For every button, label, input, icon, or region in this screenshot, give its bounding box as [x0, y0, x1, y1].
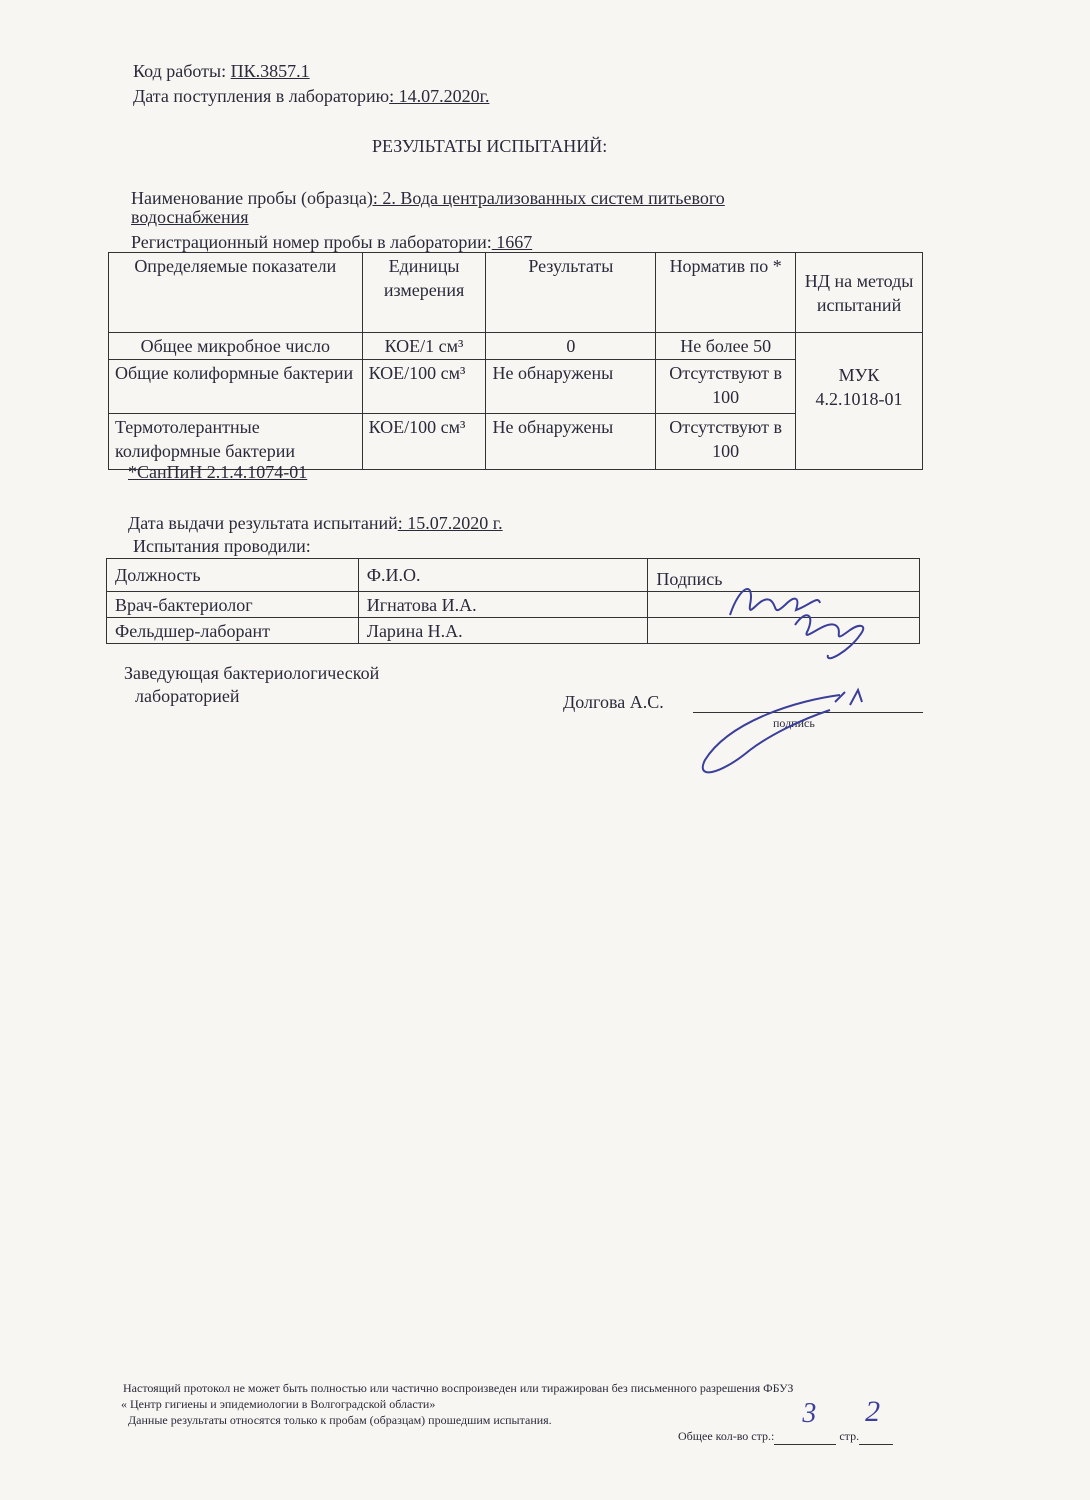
table-row: [107, 592, 920, 618]
registration-number: [131, 231, 532, 253]
page-title: РЕЗУЛЬТАТЫ ИСПЫТАНИЙ:: [372, 136, 608, 156]
sample-name-value-cont: водоснабжения: [131, 207, 249, 227]
results-table: [108, 252, 923, 470]
signature-line: [693, 712, 923, 713]
units-cell: КОЕ/100 см³: [362, 414, 486, 470]
job-code-value: ПК.3857.1: [230, 61, 310, 81]
issue-date-label: Дата выдачи результата испытаний: [128, 513, 398, 533]
registration-label: Регистрационный номер пробы в лаборатории:: [131, 232, 492, 252]
header-units: Единицы измерения: [362, 253, 486, 333]
header-indicator: Определяемые показатели: [109, 253, 363, 333]
receipt-date: [133, 85, 489, 107]
name-cell: Ларина Н.А.: [358, 618, 648, 644]
result-cell: Не обнаружены: [486, 360, 656, 414]
receipt-date-value: : 14.07.2020г.: [389, 86, 490, 106]
performed-by: Испытания проводили:: [133, 536, 311, 556]
job-code: [133, 60, 310, 82]
footnote: *СанПиН 2.1.4.1074-01: [128, 462, 308, 482]
header-signature: Подпись: [648, 559, 920, 592]
registration-value: 1667: [491, 232, 533, 252]
header-results: Результаты: [486, 253, 656, 333]
head-title-cont: лабораторией: [135, 686, 240, 706]
indicator-cell: Термотолерантные колиформные бактерии: [109, 414, 363, 470]
table-row: [109, 333, 923, 360]
norm-cell: Отсутствуют в 100: [656, 414, 796, 470]
total-pages-label: Общее кол-во стр.:: [678, 1429, 775, 1443]
signature-cell: [648, 592, 920, 618]
signature-cell: [648, 618, 920, 644]
header-norm: Норматив по *: [656, 253, 796, 333]
indicator-cell: Общие колиформные бактерии: [109, 360, 363, 414]
staff-header-row: [107, 559, 920, 592]
job-code-label: Код работы:: [133, 61, 227, 81]
result-cell: Не обнаружены: [486, 414, 656, 470]
header-name: Ф.И.О.: [358, 559, 648, 592]
header-method: НД на методы испытаний: [796, 253, 923, 333]
position-cell: Фельдшер-лаборант: [107, 618, 359, 644]
head-signature-icon: [690, 680, 890, 785]
page-label: стр.: [839, 1429, 860, 1443]
units-cell: КОЕ/1 см³: [362, 333, 486, 360]
indicator-cell: Общее микробное число: [109, 333, 363, 360]
head-title: Заведующая бактериологической: [124, 663, 380, 683]
method-cell: МУК 4.2.1018-01: [796, 333, 923, 470]
receipt-date-label: Дата поступления в лабораторию: [133, 86, 390, 106]
footer-line-1: Настоящий протокол не может быть полностью или частично воспроизведен или тиражирован без письменного разрешения ФБУЗ: [123, 1381, 794, 1395]
name-cell: Игнатова И.А.: [358, 592, 648, 618]
sample-name-label: Наименование пробы (образца: [131, 188, 367, 208]
staff-table: [106, 558, 920, 644]
signature-caption: подпись: [773, 716, 815, 730]
footer-line-2: « Центр гигиены и эпидемиологии в Волгоградской области»: [121, 1397, 436, 1411]
page-count: [678, 1395, 893, 1445]
header-position: Должность: [107, 559, 359, 592]
units-cell: КОЕ/100 см³: [362, 360, 486, 414]
issue-date: [128, 512, 503, 534]
results-header-row: [109, 253, 923, 333]
head-name: Долгова А.С.: [563, 692, 664, 712]
footer-line-3: Данные результаты относятся только к пробам (образцам) прошедшим испытания.: [128, 1413, 552, 1427]
sample-name-value: ): 2. Вода централизованных систем питьевого: [366, 188, 725, 208]
result-cell: 0: [486, 333, 656, 360]
page-value: 2: [865, 1395, 881, 1428]
position-cell: Врач-бактериолог: [107, 592, 359, 618]
table-row: [107, 618, 920, 644]
norm-cell: Отсутствуют в 100: [656, 360, 796, 414]
norm-cell: Не более 50: [656, 333, 796, 360]
issue-date-value: : 15.07.2020 г.: [397, 513, 503, 533]
total-pages-value: 3: [802, 1398, 817, 1429]
